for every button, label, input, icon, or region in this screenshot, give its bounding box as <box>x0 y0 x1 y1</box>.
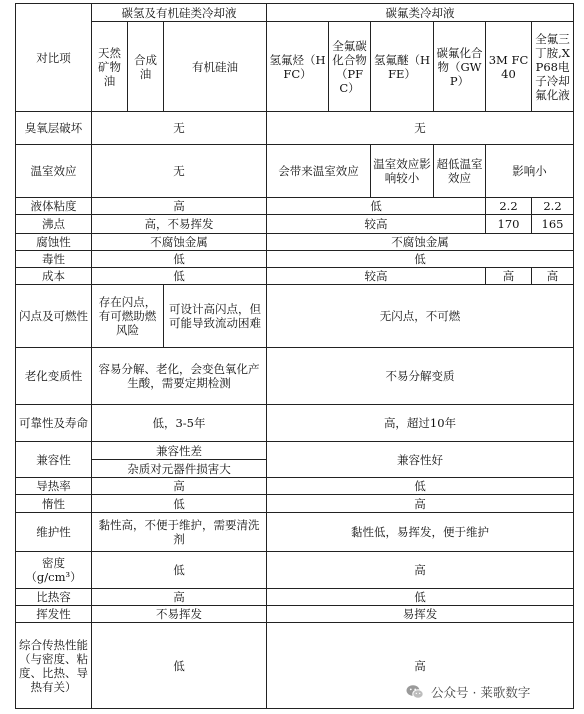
cell-value: 容易分解、老化，会变色氧化产生酸，需要定期检测 <box>92 348 267 405</box>
cell-value: 高，不易挥发 <box>92 215 267 234</box>
row-label: 腐蚀性 <box>16 234 92 251</box>
col-header-gwp: 碳氟化合物（GWP） <box>434 22 486 112</box>
col-header-hfc: 氢氟烃（HFC） <box>267 22 329 112</box>
table-row <box>16 495 574 513</box>
table-row <box>16 552 574 589</box>
wechat-icon <box>405 682 425 702</box>
col-header-hfe: 氢氟醚（HFE） <box>371 22 434 112</box>
cell-value: 高 <box>92 198 267 215</box>
cell-value: 较高 <box>267 268 486 285</box>
cell-value: 低 <box>92 495 267 513</box>
cell-value: 黏性低，易挥发，便于维护 <box>267 513 574 552</box>
cell-value: 存在闪点，有可燃助燃风险 <box>92 285 164 348</box>
cell-value: 无 <box>92 112 267 145</box>
col-header-mineral-oil: 天然矿物油 <box>92 22 128 112</box>
cell-value: 无 <box>92 145 267 198</box>
row-label: 兼容性 <box>16 442 92 478</box>
cell-value: 会带来温室效应 <box>267 145 371 198</box>
row-label: 导热率 <box>16 478 92 495</box>
cell-value: 低 <box>92 251 267 268</box>
cell-value: 超低温室效应 <box>434 145 486 198</box>
group-header-hydrocarbon: 碳氢及有机硅类冷却液 <box>92 4 267 22</box>
row-label: 成本 <box>16 268 92 285</box>
table-row <box>16 215 574 234</box>
cell-value: 低 <box>92 552 267 589</box>
cell-value: 低，3-5年 <box>92 405 267 442</box>
table-row <box>16 606 574 623</box>
cell-value: 无 <box>267 112 574 145</box>
table-row <box>16 589 574 606</box>
cell-value: 可设计高闪点，但可能导致流动困难 <box>164 285 267 348</box>
table-row <box>16 405 574 442</box>
cell-value: 低 <box>92 623 267 709</box>
row-label <box>16 552 92 589</box>
cell-value: 不易分解变质 <box>267 348 574 405</box>
row-label: 比热容 <box>16 589 92 606</box>
table-row <box>16 198 574 215</box>
row-label: 毒性 <box>16 251 92 268</box>
cell-value: 影响小 <box>486 145 574 198</box>
row-label: 液体粘度 <box>16 198 92 215</box>
table-row <box>16 251 574 268</box>
cell-value: 兼容性差 <box>92 442 267 460</box>
comparison-table <box>15 3 574 709</box>
row-label: 老化变质性 <box>16 348 92 405</box>
cell-value: 高 <box>267 552 574 589</box>
cell-value: 高，超过10年 <box>267 405 574 442</box>
row-label: 可靠性及寿命 <box>16 405 92 442</box>
col-header-fp68: 全氟三丁胺,XP68电子冷却氟化液 <box>532 22 574 112</box>
cell-value: 黏性高，不便于维护，需要清洗剂 <box>92 513 267 552</box>
col-header-synthetic-oil: 合成油 <box>128 22 164 112</box>
cell-value: 170 <box>486 215 532 234</box>
cell-value: 兼容性好 <box>267 442 574 478</box>
cell-value: 高 <box>532 268 574 285</box>
cell-value: 高 <box>267 623 574 709</box>
cell-value: 低 <box>267 478 574 495</box>
cell-value: 2.2 <box>532 198 574 215</box>
cell-value: 低 <box>267 251 574 268</box>
row-label-line: （g/cm³） <box>25 570 82 584</box>
row-label: 闪点及可燃性 <box>16 285 92 348</box>
cell-value: 易挥发 <box>267 606 574 623</box>
cell-value: 杂质对元器件损害大 <box>92 460 267 478</box>
cell-value: 不腐蚀金属 <box>92 234 267 251</box>
cell-value: 不腐蚀金属 <box>267 234 574 251</box>
cell-value: 不易挥发 <box>92 606 267 623</box>
watermark <box>405 681 530 703</box>
cell-value: 低 <box>92 268 267 285</box>
cell-value: 2.2 <box>486 198 532 215</box>
table-row <box>16 22 574 112</box>
table-row <box>16 112 574 145</box>
watermark-text: 公众号 · 莱歌数字 <box>431 685 531 700</box>
group-header-fluorocarbon: 碳氟类冷却液 <box>267 4 574 22</box>
cell-value: 高 <box>92 589 267 606</box>
row-label: 温室效应 <box>16 145 92 198</box>
cell-value: 165 <box>532 215 574 234</box>
col-header-pfc: 全氟碳化合物（PFC） <box>329 22 371 112</box>
cell-value: 低 <box>267 589 574 606</box>
cell-value: 低 <box>267 198 486 215</box>
col-header-fc40: 3M FC40 <box>486 22 532 112</box>
row-label: 臭氧层破坏 <box>16 112 92 145</box>
table-row <box>16 348 574 405</box>
table-row <box>16 442 574 460</box>
cell-value: 较高 <box>267 215 486 234</box>
table-row <box>16 513 574 552</box>
table-row <box>16 234 574 251</box>
row-label-compare: 对比项 <box>16 4 92 112</box>
row-label: 维护性 <box>16 513 92 552</box>
cell-value: 高 <box>267 495 574 513</box>
table-row <box>16 478 574 495</box>
row-label: 惰性 <box>16 495 92 513</box>
row-label-line: 密度 <box>42 556 65 570</box>
row-label: 沸点 <box>16 215 92 234</box>
table-row <box>16 285 574 348</box>
table-row <box>16 4 574 22</box>
cell-value: 高 <box>486 268 532 285</box>
row-label: 综合传热性能（与密度、粘度、比热、导热有关） <box>16 623 92 709</box>
cell-value: 温室效应影响较小 <box>371 145 434 198</box>
cell-value: 无闪点，不可燃 <box>267 285 574 348</box>
row-label: 挥发性 <box>16 606 92 623</box>
table-row <box>16 268 574 285</box>
table-row <box>16 145 574 198</box>
col-header-silicone-oil: 有机硅油 <box>164 22 267 112</box>
cell-value: 高 <box>92 478 267 495</box>
